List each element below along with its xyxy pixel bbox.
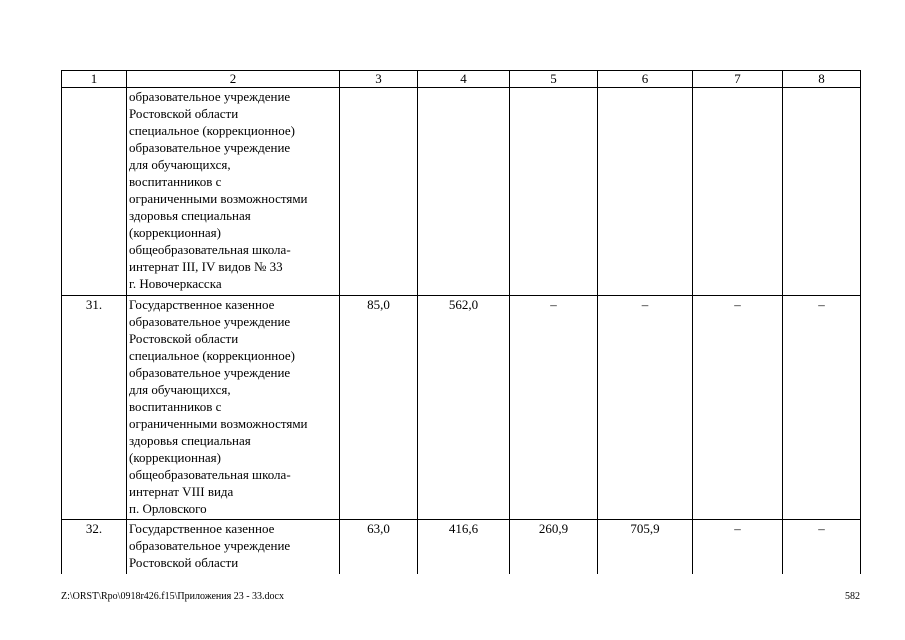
cell-col3	[340, 88, 418, 296]
cell-col3: 63,0	[340, 520, 418, 574]
cell-col4	[418, 88, 510, 296]
cell-col5: 260,9	[510, 520, 598, 574]
column-header: 2	[127, 71, 340, 88]
table-row	[62, 296, 861, 520]
cell-col4: 562,0	[418, 296, 510, 520]
institution-name	[127, 296, 340, 520]
name-line: Ростовской области	[129, 331, 239, 346]
cell-col6	[598, 88, 693, 296]
cell-col7: –	[693, 520, 783, 574]
column-header: 8	[783, 71, 861, 88]
cell-col8: –	[783, 520, 861, 574]
column-header: 4	[418, 71, 510, 88]
name-line: воспитанников с	[129, 174, 222, 189]
table-row	[62, 88, 861, 296]
column-header: 5	[510, 71, 598, 88]
name-line: интернат III, IV видов № 33	[129, 259, 283, 274]
name-line: ограниченными возможностями	[129, 191, 308, 206]
name-line: общеобразовательная школа-	[129, 242, 291, 257]
cell-col8	[783, 88, 861, 296]
name-line: Государственное казенное	[129, 521, 275, 536]
cell-col7: –	[693, 296, 783, 520]
name-line: здоровья специальная	[129, 208, 251, 223]
name-line: воспитанников с	[129, 399, 222, 414]
name-line: (коррекционная)	[129, 450, 221, 465]
name-line: образовательное учреждение	[129, 365, 291, 380]
row-number: 31.	[62, 296, 127, 520]
column-header: 1	[62, 71, 127, 88]
name-line: ограниченными возможностями	[129, 416, 308, 431]
name-line: образовательное учреждение	[129, 140, 291, 155]
column-header: 6	[598, 71, 693, 88]
name-line: образовательное учреждение	[129, 89, 291, 104]
name-line: общеобразовательная школа-	[129, 467, 291, 482]
name-line: образовательное учреждение	[129, 314, 291, 329]
table-row	[62, 520, 861, 574]
name-line: здоровья специальная	[129, 433, 251, 448]
cell-col5: –	[510, 296, 598, 520]
cell-col6: –	[598, 296, 693, 520]
column-header: 7	[693, 71, 783, 88]
name-line: специальное (коррекционное)	[129, 348, 296, 363]
footer-file-path: Z:\ORST\Rpo\0918r426.f15\Приложения 23 - 33.docx	[61, 591, 284, 602]
cell-col5	[510, 88, 598, 296]
column-header-row	[62, 71, 861, 88]
name-line: для обучающихся,	[129, 157, 231, 172]
cell-col7	[693, 88, 783, 296]
cell-col3: 85,0	[340, 296, 418, 520]
name-line: г. Новочеркасска	[129, 276, 222, 291]
footer-page-number: 582	[845, 591, 860, 602]
cell-col6: 705,9	[598, 520, 693, 574]
institution-name	[127, 88, 340, 296]
name-line: п. Орловского	[129, 501, 207, 516]
name-line: Государственное казенное	[129, 297, 275, 312]
name-line: Ростовской области	[129, 555, 239, 570]
row-number	[62, 88, 127, 296]
column-header: 3	[340, 71, 418, 88]
name-line: для обучающихся,	[129, 382, 231, 397]
cell-col4: 416,6	[418, 520, 510, 574]
row-number: 32.	[62, 520, 127, 574]
name-line: Ростовской области	[129, 106, 239, 121]
cell-col8: –	[783, 296, 861, 520]
name-line: образовательное учреждение	[129, 538, 291, 553]
name-line: специальное (коррекционное)	[129, 123, 296, 138]
appendix-table	[61, 70, 861, 574]
institution-name	[127, 520, 340, 574]
name-line: (коррекционная)	[129, 225, 221, 240]
name-line: интернат VIII вида	[129, 484, 234, 499]
